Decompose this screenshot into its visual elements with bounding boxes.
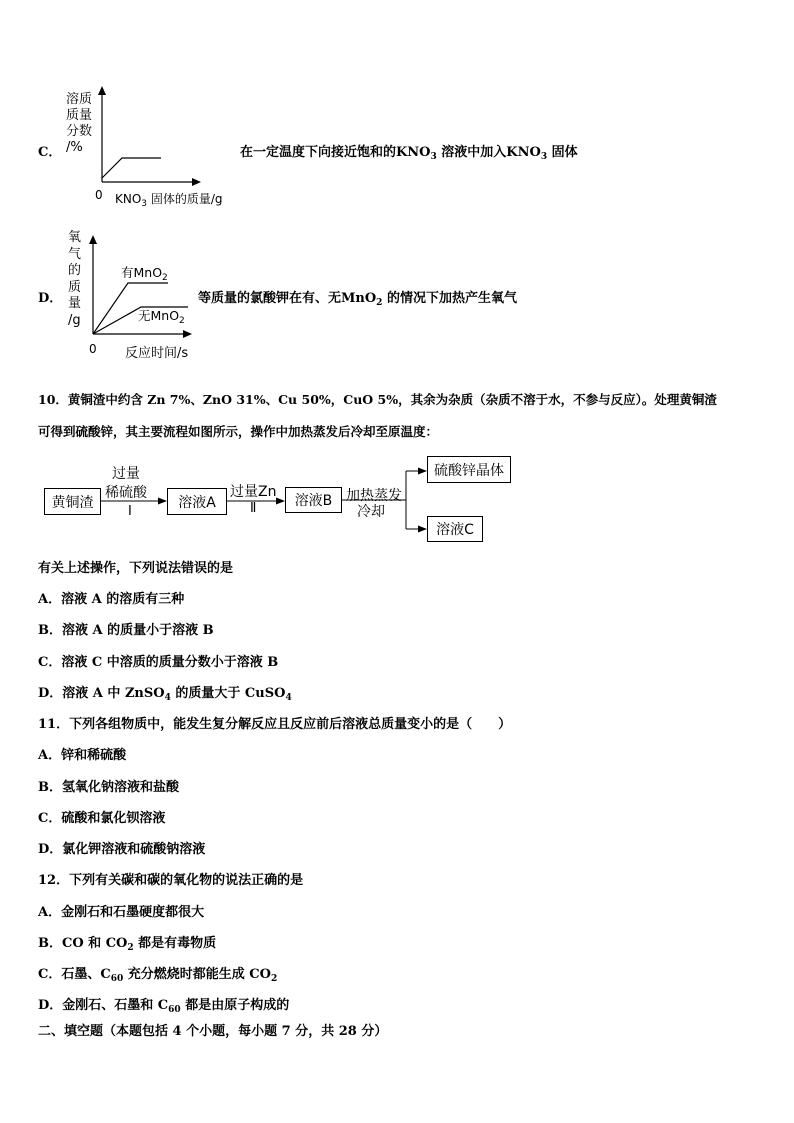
graph-d-curve2-label-text: 无MnO — [138, 308, 180, 323]
graph-c-description — [240, 141, 578, 160]
flow-box-brass-slag: 黄铜渣 — [44, 488, 101, 515]
graph-c-x-arrow — [192, 178, 201, 186]
q12-option-a: A．金刚石和石墨硬度都很大 — [38, 905, 205, 920]
graph-d-curve1-label — [121, 263, 168, 281]
graph-c-axes — [95, 85, 205, 190]
flow-box-solution-a: 溶液A — [167, 488, 227, 515]
q10-stem-line1: 10．黄铜渣中约含 Zn 7%、ZnO 31%、Cu 50%，CuO 5%，其余为杂质（杂质不溶于水，不参与反应）。处理黄铜渣 — [38, 392, 717, 407]
flow-arrow-1-head — [158, 498, 167, 505]
graph-c-origin: 0 — [95, 188, 103, 202]
flow-arrow2-bottom: Ⅱ — [250, 501, 257, 516]
graph-c-desc-a: 在一定温度下向接近饱和的KNO — [240, 145, 431, 160]
graph-d-desc-sub: 2 — [376, 298, 383, 308]
graph-c-desc-e: 固体 — [547, 145, 578, 160]
q12-option-b — [38, 932, 216, 951]
graph-c-y-label-line: 溶质 — [66, 92, 93, 107]
q10-sub-stem: 有关上述操作，下列说法错误的是 — [38, 561, 234, 576]
q12-option-b-a: B．CO 和 CO — [38, 936, 128, 951]
flow-arrow-2-head — [276, 498, 285, 505]
graph-d-y-label — [68, 230, 81, 329]
q12-option-b-c: 都是有毒物质 — [133, 936, 217, 951]
graph-c-curve — [102, 158, 161, 178]
q11-option-c: C．硫酸和氯化钡溶液 — [38, 811, 166, 826]
graph-d-y-label-line: 氧 — [68, 230, 82, 245]
graph-d-origin: 0 — [89, 342, 97, 356]
graph-c-desc-sub: 3 — [540, 152, 548, 162]
q11-option-d: D．氯化钾溶液和硫酸钠溶液 — [38, 842, 206, 857]
flow-branch-down-head — [418, 526, 427, 533]
q10-option-d — [38, 682, 292, 701]
graph-d-curve1-label-text: 有MnO — [121, 265, 163, 280]
q10-stem-line2: 可得到硫酸锌，其主要流程如图所示，操作中加热蒸发后冷却至原温度： — [38, 424, 439, 439]
q12-option-b-sub: 2 — [127, 943, 134, 953]
q10-option-b: B．溶液 A 的质量小于溶液 B — [38, 623, 214, 638]
flow-arrow2-top: 过量Zn — [230, 484, 277, 500]
graph-c-x-label — [115, 190, 223, 207]
q12-option-d-a: D．金刚石、石墨和 C — [38, 998, 169, 1013]
graph-d-y-arrow — [89, 235, 97, 244]
flow-arrow3-bottom: 冷却 — [357, 504, 385, 520]
q10-option-d-a: D．溶液 A 中 ZnSO — [38, 686, 165, 701]
q10-option-c: C．溶液 C 中溶质的质量分数小于溶液 B — [38, 655, 279, 670]
option-d-label: D． — [38, 291, 63, 306]
graph-d-curve2-sub: 2 — [179, 316, 185, 326]
q11-stem: 11．下列各组物质中，能发生复分解反应且反应前后溶液总质量变小的是（ ） — [38, 717, 512, 732]
graph-d-x-label: 反应时间/s — [125, 346, 189, 361]
graph-c-desc-c: 溶液中加入KNO — [436, 145, 541, 160]
flow-arrow1-top2: 稀硫酸 — [105, 485, 147, 501]
graph-d-y-label-line: 气 — [68, 246, 82, 262]
q10-option-a: A．溶液 A 的溶质有三种 — [38, 592, 185, 607]
section-2-heading: 二、填空题（本题包括 4 个小题，每小题 7 分，共 28 分） — [38, 1024, 388, 1039]
graph-c-y-label — [66, 92, 92, 156]
q12-option-d-c: 都是由原子构成的 — [180, 998, 290, 1013]
graph-c-desc-sub: 3 — [430, 152, 437, 162]
q12-option-c-c: 充分燃烧时都能生成 CO — [123, 967, 271, 982]
graph-c-x-label-sub: 3 — [141, 199, 148, 209]
flow-box-solution-b: 溶液B — [285, 487, 342, 513]
graph-d-x-arrow — [183, 330, 192, 338]
q12-option-c — [38, 963, 277, 982]
flow-arrow1-top1: 过量 — [112, 466, 140, 482]
graph-c-x-label-c: 固体的质量/g — [147, 192, 223, 206]
graph-d-curve1-sub: 2 — [162, 273, 168, 283]
graph-d-desc-a: 等质量的氯酸钾在有、无MnO — [198, 291, 377, 306]
flow-box-solution-c: 溶液C — [427, 516, 483, 542]
graph-d-y-label-line: 量 — [68, 296, 82, 311]
graph-d-description — [198, 287, 517, 306]
q11-option-b: B．氢氧化钠溶液和盐酸 — [38, 780, 179, 795]
graph-d-y-label-line: /g — [68, 312, 81, 328]
graph-c-x-label-a: KNO — [115, 192, 142, 206]
option-c-label: C． — [38, 145, 62, 160]
graph-d-curve2-label — [138, 306, 185, 324]
graph-d-desc-c: 的情况下加热产生氧气 — [382, 291, 517, 306]
q10-option-d-sub: 4 — [164, 693, 171, 703]
q12-option-d-sub: 60 — [168, 1005, 181, 1015]
q11-option-a: A．锌和稀硫酸 — [38, 748, 127, 763]
flow-branch-up-head — [418, 468, 427, 475]
q12-stem: 12．下列有关碳和碳的氧化物的说法正确的是 — [38, 873, 304, 888]
flow-arrow1-bottom: I — [128, 504, 132, 519]
q10-option-d-c: 的质量大于 CuSO — [170, 686, 286, 701]
graph-d-y-label-line: 质 — [68, 279, 82, 295]
q12-option-c-a: C．石墨、C — [38, 967, 111, 982]
graph-c-y-arrow — [98, 86, 106, 95]
q12-option-c-sub: 60 — [110, 974, 124, 984]
q12-option-c-sub: 2 — [270, 974, 278, 984]
graph-c-y-label-line: 分数 — [66, 124, 93, 139]
q12-option-d — [38, 994, 289, 1013]
graph-c-y-label-line: 质量 — [66, 108, 93, 123]
flow-arrow3-top: 加热蒸发 — [346, 488, 402, 504]
graph-d-y-label-line: 的 — [68, 263, 82, 278]
q10-option-d-sub: 4 — [285, 693, 292, 703]
flow-box-zinc-sulfate-crystal: 硫酸锌晶体 — [427, 456, 511, 483]
graph-c-y-label-line: /% — [66, 140, 83, 155]
